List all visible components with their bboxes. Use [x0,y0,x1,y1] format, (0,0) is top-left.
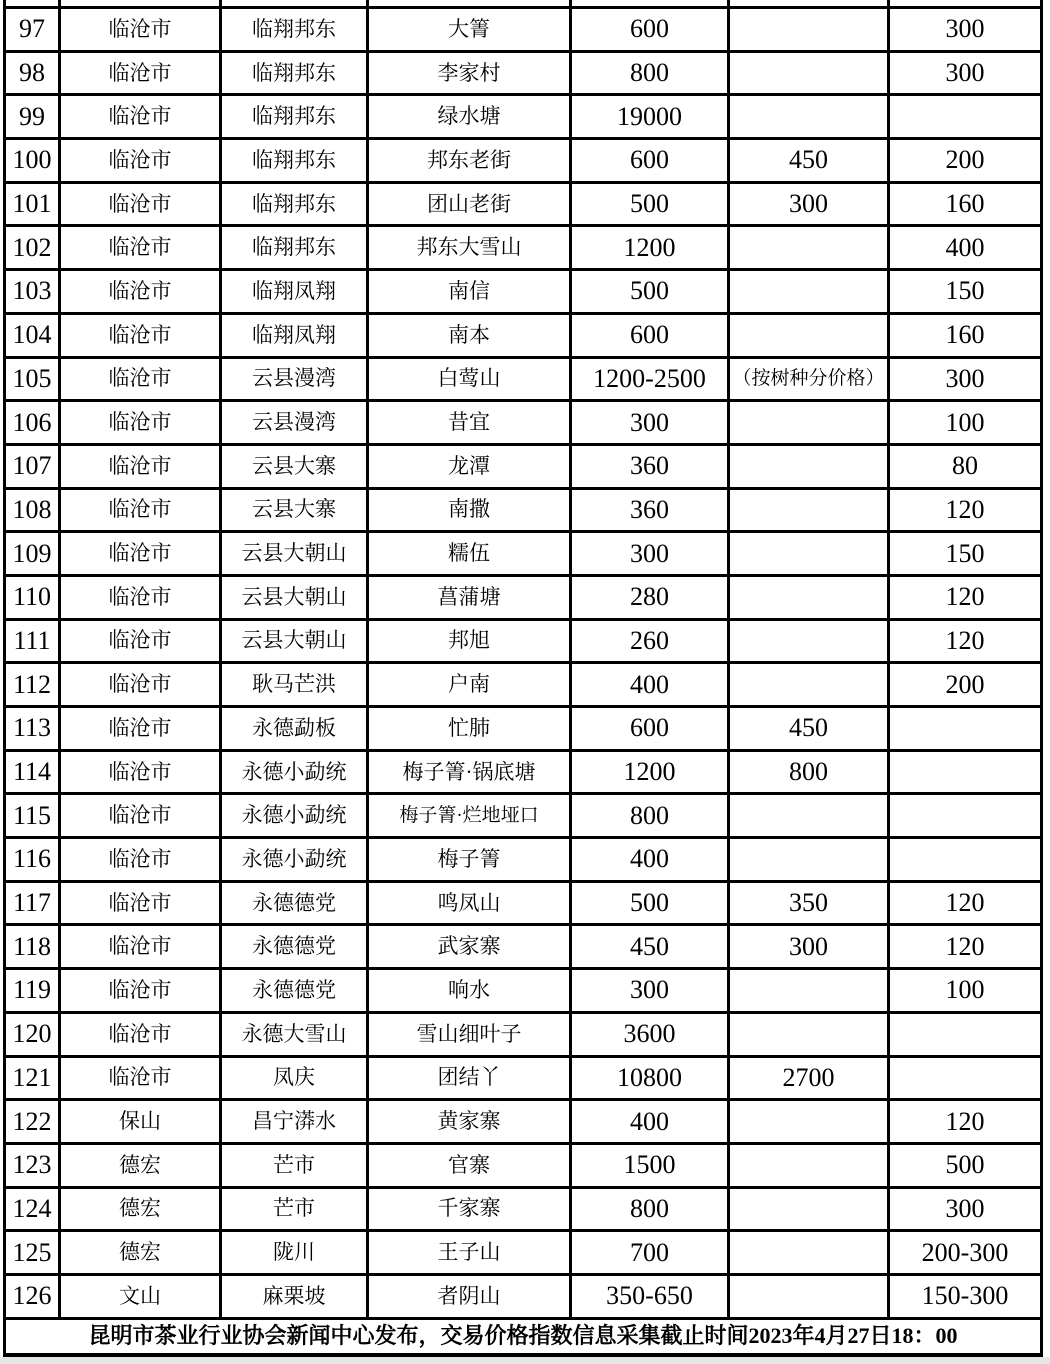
cell-no: 109 [6,533,58,574]
cell-area: 云县大朝山 [222,621,366,662]
cell-area: 永德小勐统 [222,839,366,880]
cell-area: 云县大寨 [222,490,366,531]
cell-price3: 120 [890,577,1040,618]
cell-city: 德宏 [61,1145,219,1186]
cell-price3: 160 [890,315,1040,356]
cell-area: 临翔邦东 [222,227,366,268]
cell-village: 王子山 [369,1232,569,1273]
cell-price3: 500 [890,1145,1040,1186]
cell-price2 [730,970,887,1011]
cell-price3 [890,839,1040,880]
cell-village: 团山老街 [369,184,569,225]
cell-village: 梅子箐·烂地垭口 [369,795,569,836]
cell-price1: 400 [572,664,727,705]
cell-village: 绿水塘 [369,96,569,137]
cell-price1: 10800 [572,1058,727,1099]
cell-price1: 360 [572,490,727,531]
cell-village: 白莺山 [369,359,569,400]
cell-no: 106 [6,402,58,443]
cell-no: 101 [6,184,58,225]
cell-village: 南信 [369,271,569,312]
cell-price3: 400 [890,227,1040,268]
cell-city: 德宏 [61,1232,219,1273]
cell-no: 97 [6,9,58,50]
cell-price2 [730,490,887,531]
cell-price1: 1200 [572,227,727,268]
cell-price1: 600 [572,140,727,181]
cell-price2 [730,53,887,94]
cell-no: 107 [6,446,58,487]
cell-area: 临翔邦东 [222,53,366,94]
cell-no: 120 [6,1014,58,1055]
cell-city: 临沧市 [61,664,219,705]
cell-price1: 400 [572,839,727,880]
cell-no: 113 [6,708,58,749]
cell-price3: 300 [890,359,1040,400]
cell-price3: 300 [890,9,1040,50]
cell-no: 104 [6,315,58,356]
cell-price2 [730,9,887,50]
cell-area: 临翔邦东 [222,9,366,50]
cell-area: 临翔邦东 [222,140,366,181]
cell-price2: 800 [730,752,887,793]
cell-city: 临沧市 [61,752,219,793]
cell-city: 临沧市 [61,271,219,312]
cell-price3: 100 [890,970,1040,1011]
cell-price3 [890,1058,1040,1099]
cell-price2: 300 [730,926,887,967]
cell-village: 梅子箐 [369,839,569,880]
cell-price2 [730,446,887,487]
cell-price3: 150 [890,271,1040,312]
cell-area: 麻栗坡 [222,1276,366,1317]
cell-price1: 3600 [572,1014,727,1055]
cell-area: 永德大雪山 [222,1014,366,1055]
cell-no: 105 [6,359,58,400]
cell-village: 官寨 [369,1145,569,1186]
cell-area: 云县漫湾 [222,402,366,443]
cell-village: 昔宜 [369,402,569,443]
cell-area: 临翔邦东 [222,184,366,225]
cell-price2 [730,1276,887,1317]
cell-village: 邦东大雪山 [369,227,569,268]
cell-price1: 600 [572,708,727,749]
cell-village: 龙潭 [369,446,569,487]
page-bottom-strip [0,1357,1050,1364]
cell-price3: 200-300 [890,1232,1040,1273]
cell-city: 临沧市 [61,795,219,836]
cell-price1: 800 [572,795,727,836]
cell-price2: 350 [730,883,887,924]
cell-area: 永德德党 [222,883,366,924]
cell-village: 菖蒲塘 [369,577,569,618]
cell-no: 116 [6,839,58,880]
cell-city: 临沧市 [61,96,219,137]
cell-city: 临沧市 [61,926,219,967]
cell-no: 118 [6,926,58,967]
cell-area: 芒市 [222,1145,366,1186]
cell-city: 临沧市 [61,708,219,749]
cell-village: 糯伍 [369,533,569,574]
cell-city: 临沧市 [61,53,219,94]
cell-no: 114 [6,752,58,793]
cell-price1: 400 [572,1101,727,1142]
cut-off-row-cell [61,0,219,6]
cell-price2 [730,96,887,137]
cell-no: 111 [6,621,58,662]
table-footer-note: 昆明市茶业行业协会新闻中心发布，交易价格指数信息采集截止时间2023年4月27日18：00 [6,1320,1040,1353]
cell-area: 临翔凤翔 [222,271,366,312]
cell-price1: 300 [572,970,727,1011]
cell-area: 永德勐板 [222,708,366,749]
cell-price2 [730,577,887,618]
cell-village: 武家寨 [369,926,569,967]
cell-price2 [730,1014,887,1055]
cell-price1: 800 [572,53,727,94]
cell-price1: 800 [572,1189,727,1230]
cell-price3: 150-300 [890,1276,1040,1317]
cell-price3: 120 [890,621,1040,662]
cell-no: 126 [6,1276,58,1317]
cell-price3: 200 [890,664,1040,705]
cell-area: 云县大朝山 [222,577,366,618]
cell-village: 千家寨 [369,1189,569,1230]
cell-city: 临沧市 [61,970,219,1011]
cell-price3: 300 [890,1189,1040,1230]
cell-village: 鸣凤山 [369,883,569,924]
cell-no: 110 [6,577,58,618]
cell-city: 临沧市 [61,402,219,443]
cut-off-row-cell [222,0,366,6]
cell-city: 临沧市 [61,1058,219,1099]
cell-no: 122 [6,1101,58,1142]
cell-area: 芒市 [222,1189,366,1230]
cell-no: 103 [6,271,58,312]
cell-village: 户南 [369,664,569,705]
cell-village: 团结丫 [369,1058,569,1099]
cell-price1: 500 [572,184,727,225]
cell-price3 [890,1014,1040,1055]
cell-city: 临沧市 [61,883,219,924]
cell-area: 昌宁漭水 [222,1101,366,1142]
cell-price2: 450 [730,708,887,749]
cell-price2 [730,839,887,880]
cell-price2 [730,533,887,574]
cell-price1: 500 [572,271,727,312]
cell-village: 大箐 [369,9,569,50]
cell-price1: 1200 [572,752,727,793]
cell-price3: 200 [890,140,1040,181]
cell-village: 邦旭 [369,621,569,662]
cell-no: 115 [6,795,58,836]
cell-village: 梅子箐·锅底塘 [369,752,569,793]
cut-off-row-cell [730,0,887,6]
cell-area: 临翔邦东 [222,96,366,137]
cell-price1: 700 [572,1232,727,1273]
cell-price3 [890,752,1040,793]
cell-price1: 600 [572,9,727,50]
cell-price3 [890,795,1040,836]
cell-area: 永德德党 [222,926,366,967]
cell-city: 临沧市 [61,533,219,574]
cell-no: 102 [6,227,58,268]
cell-city: 临沧市 [61,1014,219,1055]
cut-off-row-cell [890,0,1040,6]
cell-city: 临沧市 [61,621,219,662]
cell-no: 100 [6,140,58,181]
cell-no: 98 [6,53,58,94]
cell-price3 [890,96,1040,137]
cell-no: 125 [6,1232,58,1273]
cell-no: 108 [6,490,58,531]
cell-city: 临沧市 [61,227,219,268]
cell-city: 文山 [61,1276,219,1317]
cell-price2 [730,1189,887,1230]
cell-price1: 1500 [572,1145,727,1186]
cell-price2 [730,664,887,705]
cell-price2: （按树种分价格） [730,359,887,400]
cell-area: 云县大寨 [222,446,366,487]
cell-price3: 120 [890,883,1040,924]
cell-price3: 80 [890,446,1040,487]
cell-no: 119 [6,970,58,1011]
cell-city: 临沧市 [61,359,219,400]
cell-price2 [730,315,887,356]
cell-city: 临沧市 [61,490,219,531]
cell-city: 临沧市 [61,446,219,487]
cell-price1: 280 [572,577,727,618]
cut-off-row-cell [572,0,727,6]
cell-city: 临沧市 [61,140,219,181]
cell-no: 112 [6,664,58,705]
cut-off-row-cell [369,0,569,6]
cell-area: 永德小勐统 [222,752,366,793]
cell-price1: 350-650 [572,1276,727,1317]
cell-price3: 150 [890,533,1040,574]
cell-price1: 500 [572,883,727,924]
cell-area: 永德小勐统 [222,795,366,836]
cell-village: 黄家寨 [369,1101,569,1142]
cell-area: 永德德党 [222,970,366,1011]
cell-price2: 2700 [730,1058,887,1099]
cell-city: 德宏 [61,1189,219,1230]
cell-village: 雪山细叶子 [369,1014,569,1055]
cell-village: 南撒 [369,490,569,531]
cell-village: 者阴山 [369,1276,569,1317]
cell-price3: 120 [890,490,1040,531]
cell-no: 117 [6,883,58,924]
cut-off-row-cell [6,0,58,6]
cell-price2 [730,1232,887,1273]
cell-price2: 300 [730,184,887,225]
cell-no: 121 [6,1058,58,1099]
cell-price1: 300 [572,402,727,443]
cell-city: 临沧市 [61,577,219,618]
cell-price1: 1200-2500 [572,359,727,400]
cell-area: 凤庆 [222,1058,366,1099]
cell-village: 邦东老街 [369,140,569,181]
cell-price2 [730,795,887,836]
cell-price3 [890,708,1040,749]
cell-village: 忙肺 [369,708,569,749]
cell-no: 123 [6,1145,58,1186]
cell-price2 [730,1145,887,1186]
cell-price2 [730,402,887,443]
cell-price3: 100 [890,402,1040,443]
cell-city: 临沧市 [61,839,219,880]
cell-price1: 260 [572,621,727,662]
cell-no: 99 [6,96,58,137]
cell-price3: 160 [890,184,1040,225]
cell-area: 耿马芒洪 [222,664,366,705]
cell-price2 [730,1101,887,1142]
price-table [3,0,1043,1357]
cell-city: 临沧市 [61,184,219,225]
cell-price2: 450 [730,140,887,181]
cell-price3: 300 [890,53,1040,94]
cell-price1: 300 [572,533,727,574]
cell-village: 李家村 [369,53,569,94]
cell-city: 保山 [61,1101,219,1142]
cell-city: 临沧市 [61,9,219,50]
cell-price3: 120 [890,1101,1040,1142]
cell-area: 云县大朝山 [222,533,366,574]
cell-price3: 120 [890,926,1040,967]
cell-city: 临沧市 [61,315,219,356]
cell-price1: 450 [572,926,727,967]
cell-no: 124 [6,1189,58,1230]
cell-price1: 360 [572,446,727,487]
cell-price2 [730,271,887,312]
cell-area: 临翔凤翔 [222,315,366,356]
cell-price2 [730,621,887,662]
cell-area: 陇川 [222,1232,366,1273]
cell-price2 [730,227,887,268]
cell-area: 云县漫湾 [222,359,366,400]
cell-village: 响水 [369,970,569,1011]
cell-village: 南本 [369,315,569,356]
cell-price1: 19000 [572,96,727,137]
cell-price1: 600 [572,315,727,356]
